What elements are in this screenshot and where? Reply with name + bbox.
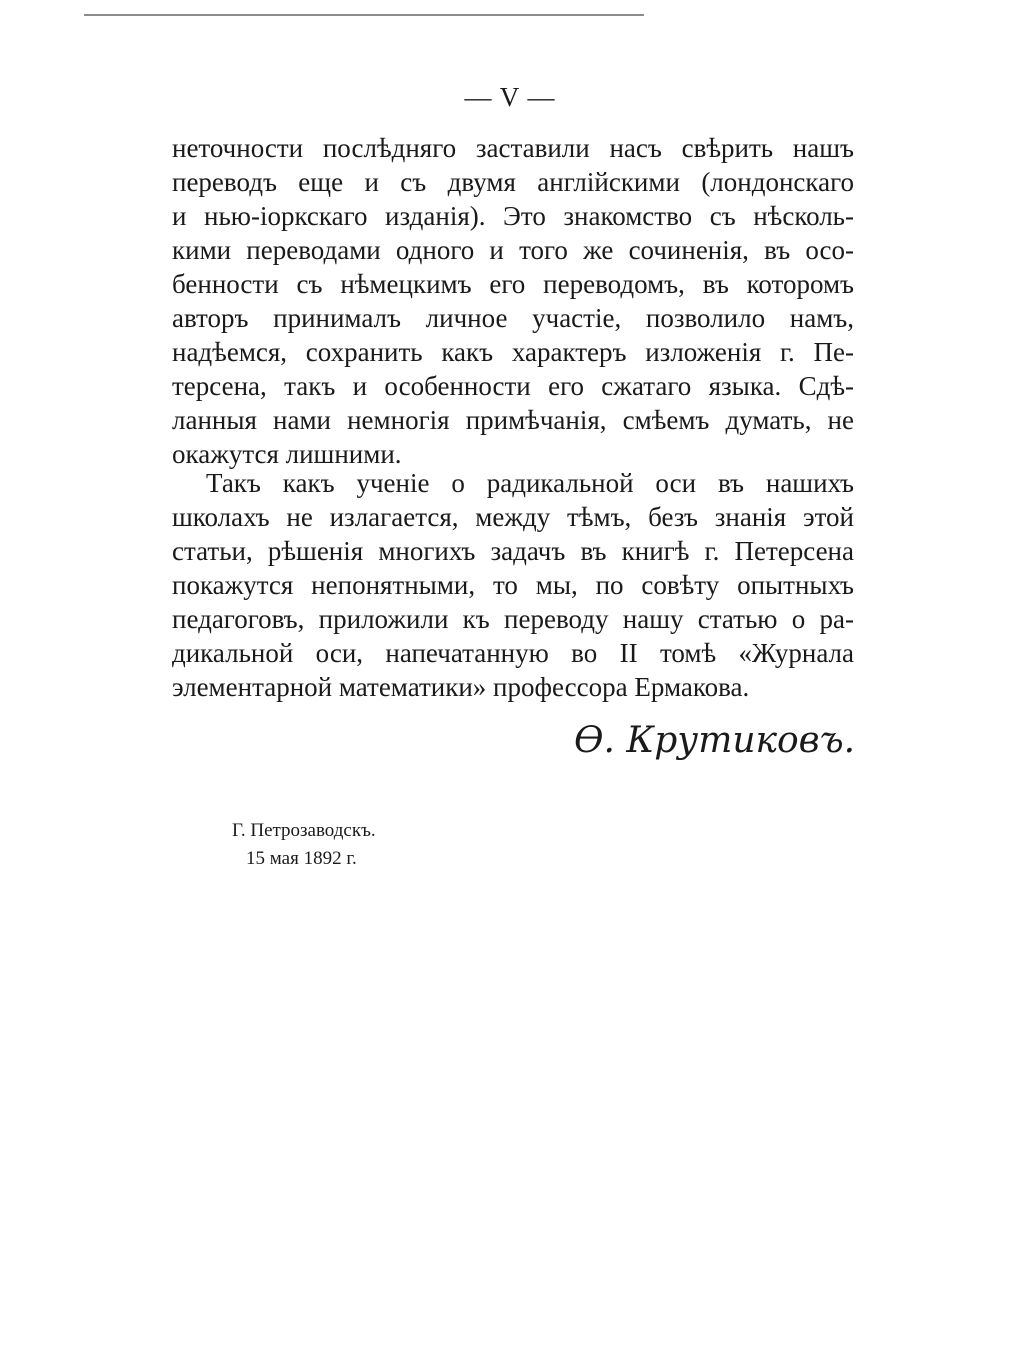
text-line: статьи, рѣшенія многихъ задачъ въ книгѣ г. Петерсена: [172, 536, 854, 566]
text-line: дикальной оси, напечатанную во II томѣ «Журнала: [172, 638, 854, 668]
text-line: надѣемся, сохранить какъ характеръ изложенія г. Пе-: [172, 337, 854, 367]
text-line: элементарной математики» профессора Ермакова.: [172, 672, 750, 702]
place-of-writing: Г. Петрозаводскъ.: [232, 820, 376, 841]
text-line: авторъ принималъ личное участіе, позволило намъ,: [172, 303, 854, 333]
text-line: педагоговъ, приложили къ переводу нашу статью о ра-: [172, 604, 854, 634]
text-line: кими переводами одного и того же сочиненія, въ осо-: [172, 235, 854, 265]
text-line: переводъ еще и съ двумя англійскими (лондонскаго: [172, 167, 854, 197]
text-line: ланныя нами немногія примѣчанія, смѣемъ думать, не: [172, 405, 854, 435]
top-rule: [84, 14, 644, 16]
svg-text:Ѳ. Крутиковъ.: Ѳ. Крутиковъ.: [574, 720, 856, 761]
text-line: бенности съ нѣмецкимъ его переводомъ, въ которомъ: [172, 269, 854, 299]
text-line: школахъ не излагается, между тѣмъ, безъ знанія этой: [172, 502, 854, 532]
text-line: Такъ какъ ученіе о радикальной оси въ нашихъ: [206, 468, 854, 498]
page-number: — V —: [464, 82, 556, 112]
text-line: покажутся непонятными, то мы, по совѣту опытныхъ: [172, 570, 854, 600]
text-line: неточности послѣдняго заставили насъ свѣрить нашъ: [172, 133, 854, 163]
text-line: окажутся лишними.: [172, 439, 402, 469]
date-of-writing: 15 мая 1892 г.: [246, 848, 357, 869]
text-line: и нью-іоркскаго изданія). Это знакомство съ нѣсколь-: [172, 201, 854, 231]
text-line: терсена, такъ и особенности его сжатаго языка. Сдѣ-: [172, 371, 854, 401]
author-signature: [570, 712, 856, 772]
